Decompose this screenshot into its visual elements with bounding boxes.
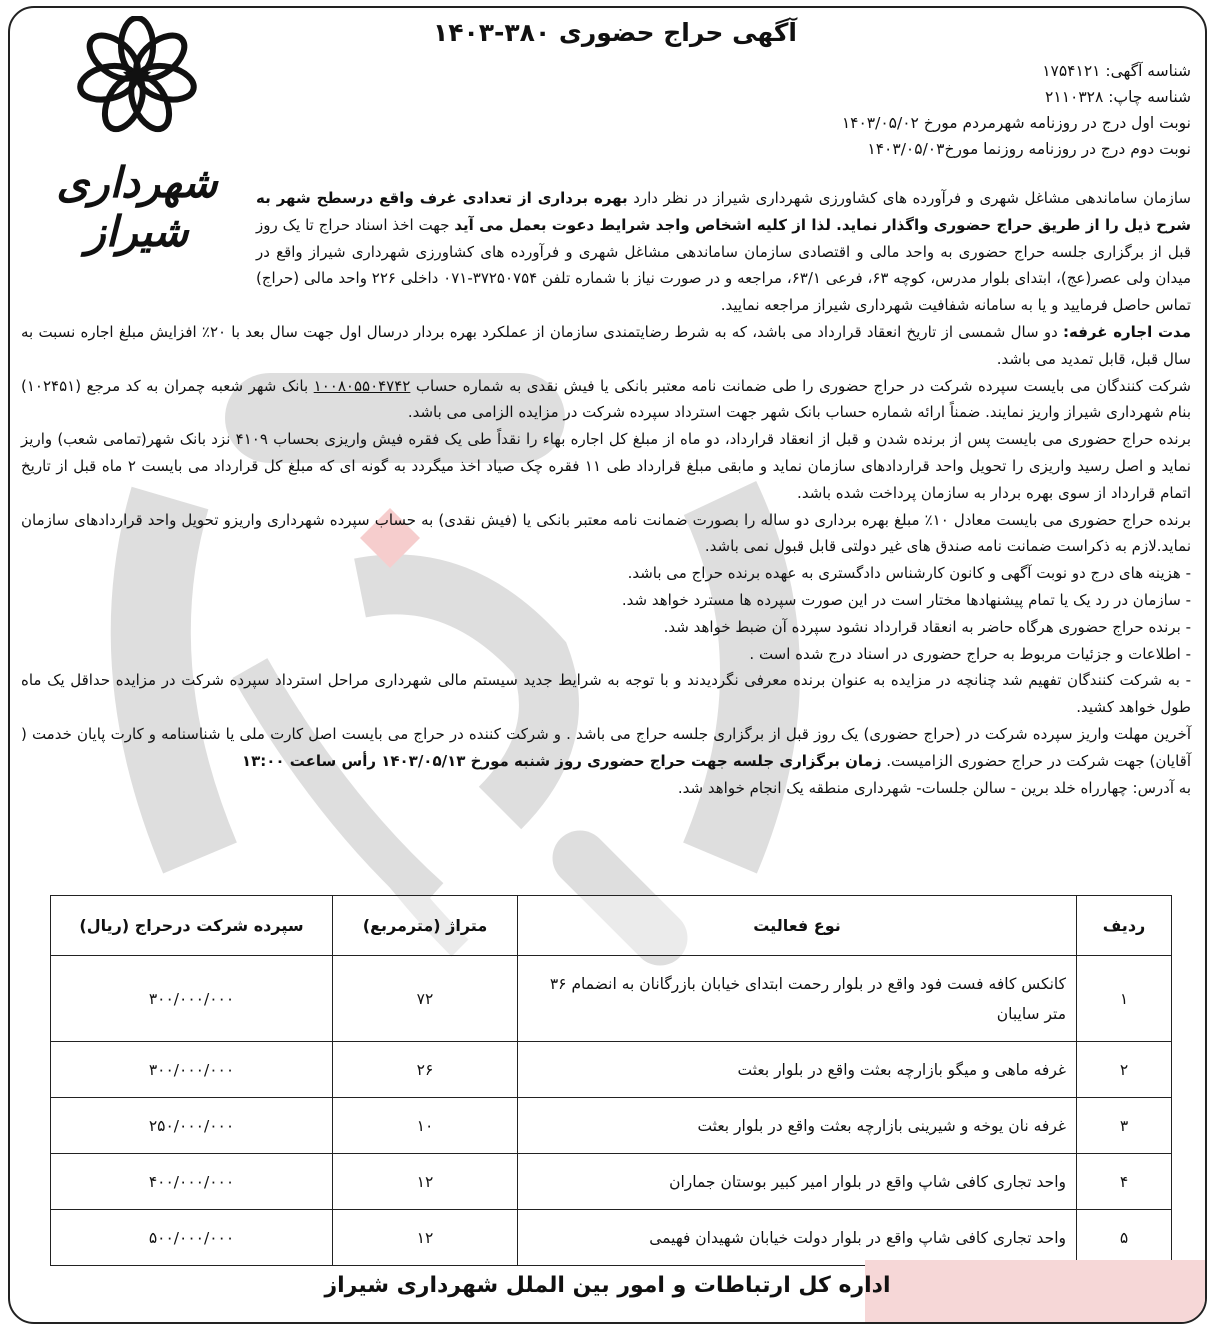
bullet-costs: - هزینه های درج دو نوبت آگهی و کانون کارشناس دادگستری به عهده برنده حراج می باشد. — [627, 564, 1191, 583]
cell-deposit: ۵۰۰/۰۰۰/۰۰۰ — [51, 1210, 333, 1266]
lease-paragraph — [21, 319, 1191, 373]
cell-activity: کانکس کافه فست فود واقع در بلوار رحمت ابتدای خیابان بازرگانان به انضمام ۳۶ متر سایبان — [518, 956, 1077, 1042]
notice-meta — [251, 58, 1191, 162]
first-print-date: نوبت اول درج در روزنامه شهرمردم مورخ ۱۴۰۳/۰۵/۰۲ — [841, 114, 1191, 132]
cell-row-number: ۵ — [1077, 1210, 1172, 1266]
second-print-date: نوبت دوم درج در روزنامه روزنما مورخ۱۴۰۳/۰۵/۰۳ — [867, 140, 1191, 158]
cell-row-number: ۳ — [1077, 1098, 1172, 1154]
cell-deposit: ۳۰۰/۰۰۰/۰۰۰ — [51, 1042, 333, 1098]
session-time: زمان برگزاری جلسه جهت حراج حضوری روز شنبه مورخ ۱۴۰۳/۰۵/۱۳ رأس ساعت ۱۳:۰۰ — [241, 751, 882, 770]
table-header-row — [51, 896, 1172, 956]
cell-area: ۷۲ — [333, 956, 518, 1042]
cell-deposit: ۳۰۰/۰۰۰/۰۰۰ — [51, 956, 333, 1042]
cell-activity: واحد تجاری کافی شاپ واقع در بلوار دولت خیابان شهیدان فهیمی — [518, 1210, 1077, 1266]
cell-row-number: ۲ — [1077, 1042, 1172, 1098]
guarantee-paragraph: برنده حراج حضوری می بایست معادل ۱۰٪ مبلغ بهره برداری دو ساله را بصورت ضمانت نامه معتبر بانکی یا (فیش نقدی) به حساب سپرده شهرداری واریزو تحویل واحد قراردادهای سازمان نماید.لازم به ذکراست ضمانت نامه صندق های غیر دولتی قابل قبول نمی باشد. — [21, 510, 1191, 556]
cell-area: ۱۲ — [333, 1210, 518, 1266]
bullet-rejection: - سازمان در رد یک یا تمام پیشنهادها مختار است در این صورت سپرده ها مسترد خواهد شد. — [621, 590, 1191, 609]
address-paragraph: به آدرس: چهارراه خلد برین - سالن جلسات- شهرداری منطقه یک انجام خواهد شد. — [677, 778, 1191, 797]
intro-paragraph — [21, 185, 1191, 319]
cell-activity: واحد تجاری کافی شاپ واقع در بلوار امیر کبیر بوستان جماران — [518, 1154, 1077, 1210]
notice-title: آگهی حراج حضوری ۳۸۰-۱۴۰۳ — [432, 18, 798, 47]
activities-table — [50, 895, 1172, 1266]
cell-row-number: ۱ — [1077, 956, 1172, 1042]
intro-bold: بهره برداری از تعدادی غرف واقع درسطح شهر به شرح ذیل را از طریق حراج حضوری واگذار نماید. لذا از کلیه اشخاص واجد شرایط دعوت بعمل می آید — [256, 189, 1192, 234]
deposit-paragraph — [21, 373, 1191, 427]
cell-deposit: ۲۵۰/۰۰۰/۰۰۰ — [51, 1098, 333, 1154]
intro-text-2: جهت اخذ اسناد حراج تا یک روز قبل از برگزاری جلسه حراج حضوری به واحد مالی و اقتصادی سازمان ساماندهی مشاغل شهری و فرآورده های کشاورزی شهرداری شیراز واقع در میدان ولی عصر(عج)، ابتدای بلوار مدرس، کوچه ۶۳، فرعی ۶۳/۱، مراجعه و در صورت نیاز با شماره تلفن ۳۷۲۵۰۷۵۴-۰۷۱ داخلی ۲۲۶ واحد مالی (حراج) تماس حاصل فرمایید و یا به سامانه شفافیت شهرداری شیراز مراجعه نمایید. — [256, 215, 1191, 315]
cell-area: ۲۶ — [333, 1042, 518, 1098]
lease-label: مدت اجاره غرفه: — [1063, 322, 1191, 341]
notice-frame — [8, 6, 1207, 1324]
notice-body — [21, 185, 1191, 801]
print-id: شناسه چاپ: ۲۱۱۰۳۲۸ — [1045, 88, 1191, 106]
lease-text: دو سال شمسی از تاریخ انعقاد قرارداد می باشد، که به شرط رضایتمندی سازمان از عملکرد بهره بردار درسال اول جهت سال بعد با ۲۰٪ افزایش مبلغ اجاره نسبت به سال قبل، قابل تمدید می باشد. — [21, 322, 1191, 368]
bullet-forfeit: - برنده حراج حضوری هرگاه حاضر به انعقاد قرارداد نشود سپرده آن ضبط خواهد شد. — [663, 617, 1191, 636]
table-row — [51, 1042, 1172, 1098]
deposit-text: شرکت کنندگان می بایست سپرده شرکت در حراج حضوری را طی ضمانت نامه معتبر بانکی یا فیش نقدی به شماره حساب — [410, 376, 1191, 395]
cell-area: ۱۰ — [333, 1098, 518, 1154]
bullet-details: - اطلاعات و جزئیات مربوط به حراج حضوری در اسناد درج شده است . — [749, 644, 1191, 663]
bullet-refund: - به شرکت کنندگان تفهیم شد چنانچه در مزایده به عنوان برنده معرفی نگردیدند و با توجه به شرایط جدید سیستم مالی شهرداری مراحل استرداد سپرده شرکت در مزایده حداقل یک ماه طول خواهد کشید. — [21, 671, 1191, 717]
table-row — [51, 956, 1172, 1042]
winner-paragraph: برنده حراج حضوری می بایست پس از برنده شدن و قبل از انعقاد قرارداد، دو ماه از مبلغ کل اجاره بهاء را نقداً طی یک فقره فیش واریزی بحساب ۴۱۰۹ نزد بانک شهر(تمامی شعب) واریز نماید و اصل رسید واریزی را تحویل واحد قراردادهای سازمان نماید و مابقی مبلغ قرارداد طی ۱۱ فقره چک صیاد اخذ میگردد به گونه ای که مبلغ کل قرارداد می بایست ۲ ماه قبل از تاریخ اتمام قرارداد از سوی بهره بردار به سازمان پرداخت شده باشد. — [21, 430, 1191, 502]
table-row — [51, 1098, 1172, 1154]
ad-id: شناسه آگهی: ۱۷۵۴۱۲۱ — [1042, 62, 1191, 80]
cell-deposit: ۴۰۰/۰۰۰/۰۰۰ — [51, 1154, 333, 1210]
cell-activity: غرفه نان یوخه و شیرینی بازارچه بعثت واقع در بلوار بعثت — [518, 1098, 1077, 1154]
footer-department: اداره کل ارتباطات و امور بین الملل شهرداری شیراز — [324, 1273, 891, 1298]
deposit-text-2: بانک شهر شعبه چمران به کد مرجع (۱۰۲۴۵۱) بنام شهرداری شیراز واریز نمایند. ضمناً ارائه شماره حساب بانک شهر جهت استرداد سپرده شرکت در مزایده الزامی می باشد. — [21, 376, 1191, 422]
logo-wordmark: شهرداری شیراز — [56, 158, 218, 256]
deadline-paragraph — [21, 721, 1191, 775]
deadline-text: آخرین مهلت واریز سپرده شرکت در (حراج حضوری) یک روز قبل از برگزاری جلسه حراج می باشد . و شرکت کننده در حراج می بایست اصل کارت ملی یا شناسنامه و کارت پایان خدمت ( آقایان) جهت شرکت در حراج حضوری الزامیست. — [21, 724, 1191, 770]
cell-row-number: ۴ — [1077, 1154, 1172, 1210]
header-activity: نوع فعالیت — [518, 896, 1077, 956]
header-deposit: سپرده شرکت درحراج (ریال) — [51, 896, 333, 956]
table-row — [51, 1210, 1172, 1266]
table-row — [51, 1154, 1172, 1210]
cell-area: ۱۲ — [333, 1154, 518, 1210]
intro-text: سازمان ساماندهی مشاغل شهری و فرآورده های کشاورزی شهرداری شیراز در نظر دارد — [627, 189, 1191, 207]
account-number: ۱۰۰۸۰۵۵۰۴۷۴۲ — [313, 376, 411, 395]
header-area: متراژ (مترمربع) — [333, 896, 518, 956]
header-row-number: ردیف — [1077, 896, 1172, 956]
cell-activity: غرفه ماهی و میگو بازارچه بعثت واقع در بلوار بعثت — [518, 1042, 1077, 1098]
